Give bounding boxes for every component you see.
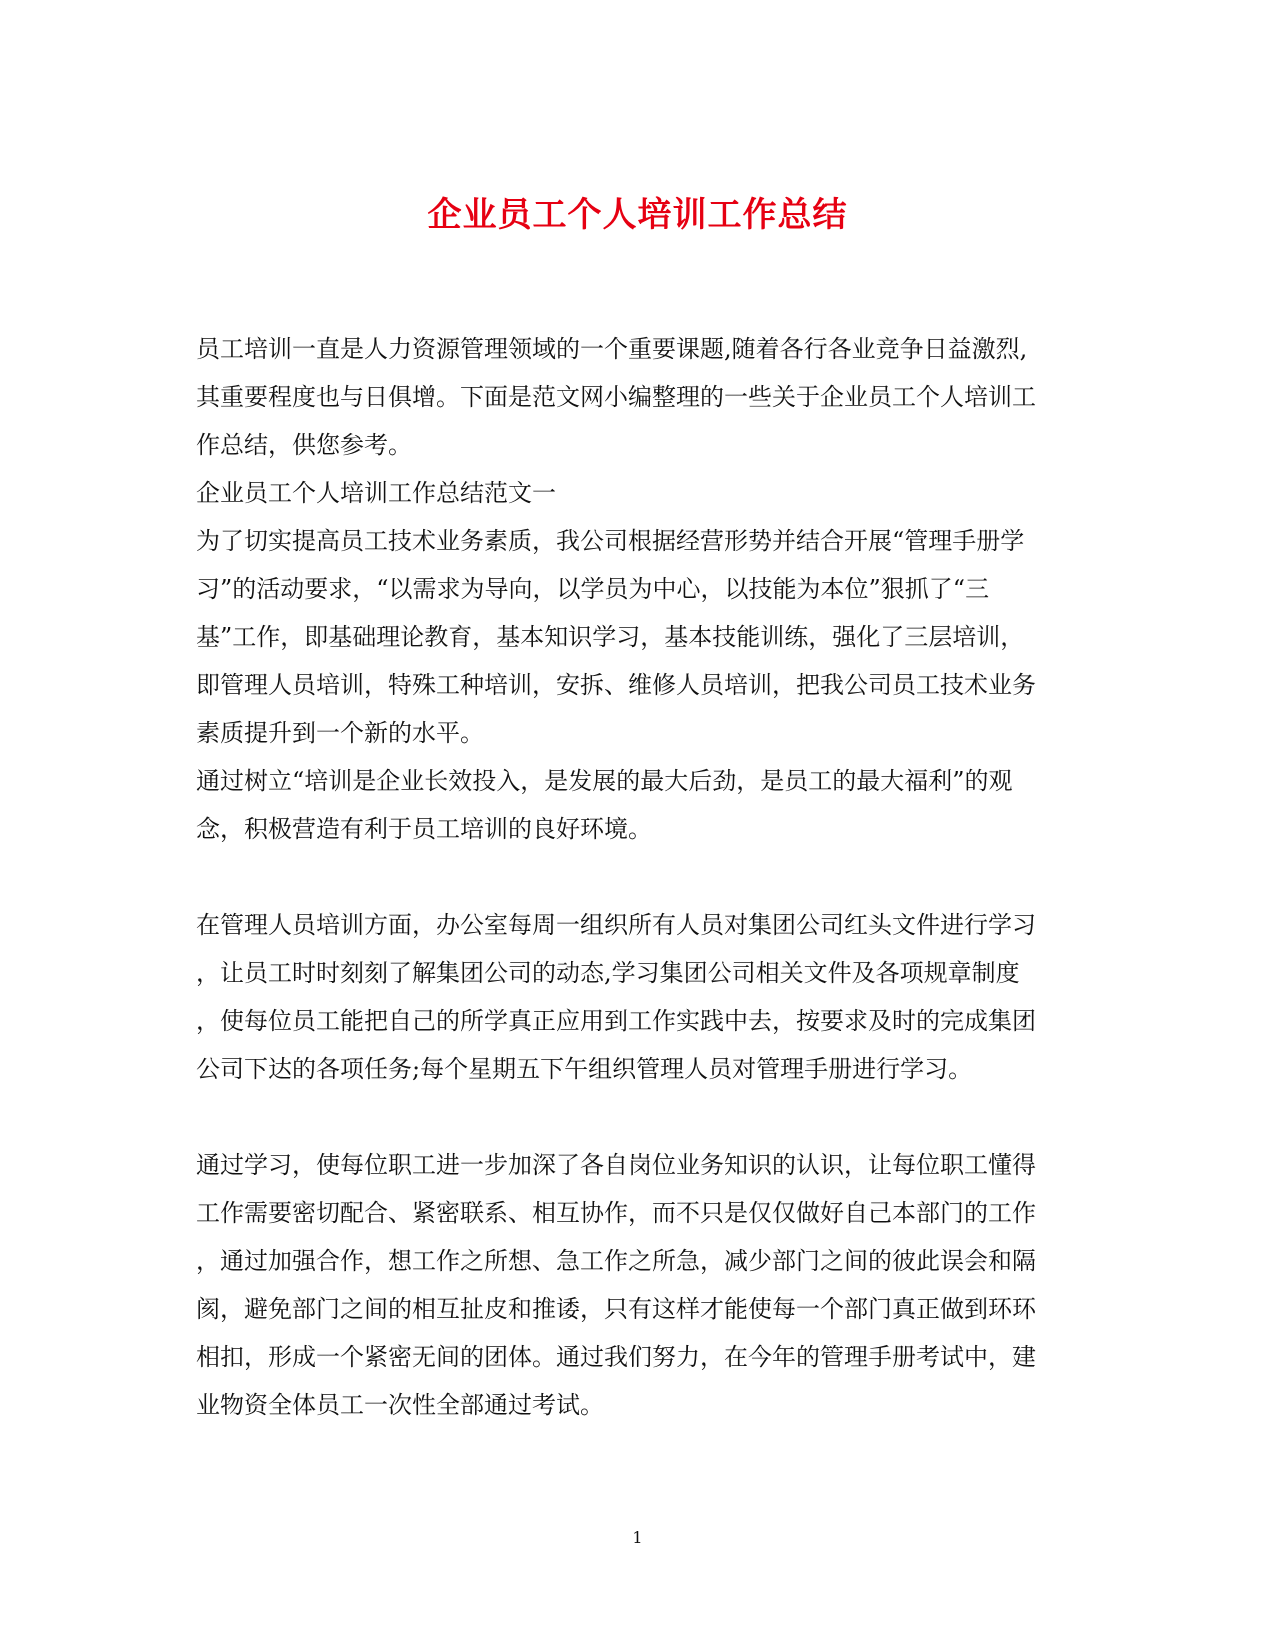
section-heading: 企业员工个人培训工作总结范文一 bbox=[196, 479, 556, 507]
body-paragraph: 通过树立“培训是企业长效投入，是发展的最大后劲，是员工的最大福利”的观 念，积极营造有利于员工培训的良好环境。 bbox=[196, 767, 1013, 843]
intro-paragraph: 员工培训一直是人力资源管理领域的一个重要课题,随着各行各业竞争日益激烈, 其重要程度也与日俱增。下面是范文网小编整理的一些关于企业员工个人培训工 作总结，供您参考。 bbox=[196, 335, 1036, 459]
page-number: 1 bbox=[632, 1528, 643, 1547]
body-paragraph: 为了切实提高员工技术业务素质，我公司根据经营形势并结合开展“管理手册学 习”的活动要求，“以需求为导向，以学员为中心，以技能为本位”狠抓了“三 基”工作，即基础理论教育，基本知识学习，基本技能训练，强化了三层培训， 即管理人员培训，特殊工种培训，安拆、维修人员培训，把我公司员工技术业务 素质提升到一个新的水平。 bbox=[196, 527, 1036, 747]
body-paragraph: 通过学习，使每位职工进一步加深了各自岗位业务知识的认识，让每位职工懂得 工作需要密切配合、紧密联系、相互协作，而不只是仅仅做好自己本部门的工作 ，通过加强合作，想工作之所想、急工作之所急，减少部门之间的彼此误会和隔 阂，避免部门之间的相互扯皮和推诿，只有这样才能使每一个部门真正做到环环 相扣，形成一个紧密无间的团体。通过我们努力，在今年的管理手册考试中，建 业物资全体员工一次性全部通过考试。 bbox=[196, 1151, 1036, 1419]
document-title: 企业员工个人培训工作总结 bbox=[427, 194, 848, 235]
body-paragraph: 在管理人员培训方面，办公室每周一组织所有人员对集团公司红头文件进行学习 ，让员工时时刻刻了解集团公司的动态,学习集团公司相关文件及各项规章制度 ，使每位员工能把自己的所学真正应用到工作实践中去，按要求及时的完成集团 公司下达的各项任务;每个星期五下午组织管理人员对管理手册进行学习。 bbox=[196, 911, 1036, 1083]
